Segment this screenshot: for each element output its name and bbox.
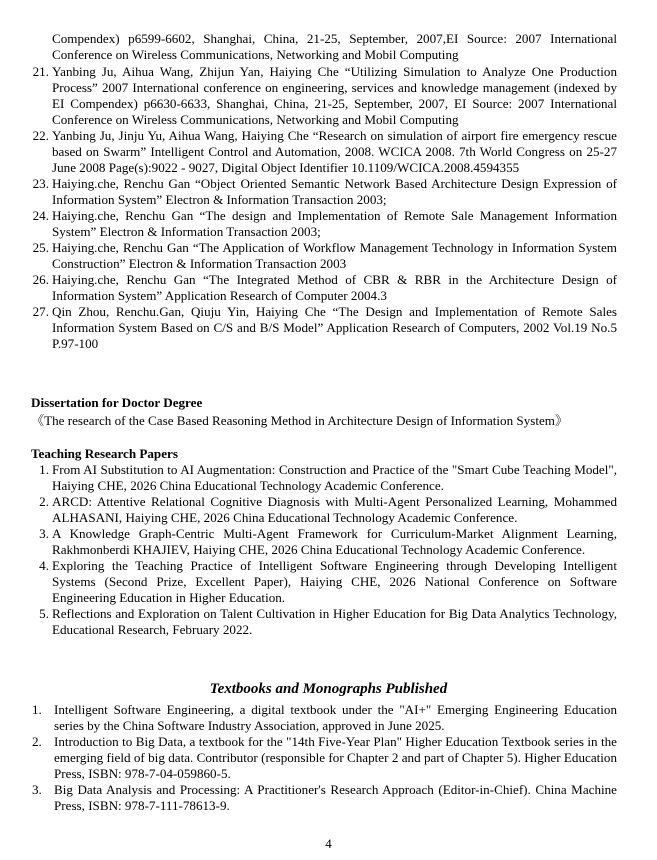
dissertation-title: 《The research of the Case Based Reasoning Method in Architecture Design of Information System》 (31, 413, 569, 428)
list-item (29, 272, 617, 304)
item-text: A Knowledge Graph-Centric Multi-Agent Framework for Curriculum-Market Alignment Learning, Rakhmonberdi KHAJIEV, Haiying CHE, 2026 China Educational Technology Academic Conference. (52, 526, 617, 557)
item-text: Haiying.che, Renchu Gan “The design and Implementation of Remote Sale Management Information System” Electron & Information Transaction 2003; (52, 208, 617, 239)
item-number: 1. (39, 462, 49, 477)
list-item (29, 734, 617, 782)
list-item (29, 176, 617, 208)
item-number: 23. (32, 176, 49, 191)
item-text: Haiying.che, Renchu Gan “The Integrated Method of CBR & RBR in the Architecture Design of Information System” Application Research of Computer 2004.3 (52, 272, 617, 303)
list-item (29, 702, 617, 734)
teaching-papers-list (29, 462, 617, 638)
item-number: 5. (39, 606, 49, 621)
item-text: Qin Zhou, Renchu.Gan, Qiuju Yin, Haiying Che “The Design and Implementation of Remote Sales Information System Based on C/S and B/S Model” Application Research of Computers, 2002 Vol.19 No.5 P.97-100 (52, 304, 617, 351)
list-item (29, 304, 617, 352)
item-number: 1. (32, 702, 42, 717)
list-item (29, 462, 617, 494)
item-number: 22. (32, 128, 49, 143)
item-text: Introduction to Big Data, a textbook for the "14th Five-Year Plan" Higher Education Textbook series in the emerging field of big data. Contributor (responsible for Chapter 2 and part of Chapter 5). Higher Education Press, ISBN: 978-7-04-059860-5. (54, 734, 617, 781)
dissertation-heading: Dissertation for Doctor Degree (31, 395, 203, 410)
item-number: 24. (32, 208, 49, 223)
list-item (29, 64, 617, 128)
item-number: 25. (32, 240, 49, 255)
textbooks-heading: Textbooks and Monographs Published (209, 681, 448, 697)
list-item (29, 208, 617, 240)
item-text: Yanbing Ju, Aihua Wang, Zhijun Yan, Haiying Che “Utilizing Simulation to Analyze One Production Process” 2007 International conference on engineering, services and knowledge management (indexed by EI Compendex) p6630-6633, Shanghai, China, 21-25, September, 2007, EI Source: 2007 International Conference on Wireless Communications, Networking and Mobil Computing (52, 64, 617, 127)
teaching-papers-heading: Teaching Research Papers (31, 446, 178, 461)
item-number: 2. (39, 494, 49, 509)
list-item (29, 606, 617, 638)
item-text: Haiying.che, Renchu Gan “The Application of Workflow Management Technology in Information System Construction” Electron & Information Transaction 2003 (52, 240, 617, 271)
item-number: 2. (32, 734, 42, 749)
item-text: Exploring the Teaching Practice of Intelligent Software Engineering through Developing Intelligent Systems (Second Prize, Excellent Paper), Haiying CHE, 2026 National Conference on Software Engineering Education in Higher Education. (52, 558, 617, 605)
item-text: Haiying.che, Renchu Gan “Object Oriented Semantic Network Based Architecture Design Expression of Information System” Electron & Information Transaction 2003; (52, 176, 617, 207)
publications-list (29, 64, 617, 352)
list-item (29, 494, 617, 526)
item-text: Intelligent Software Engineering, a digital textbook under the "AI+" Emerging Engineering Education series by the China Software Industry Association, approved in June 2025. (54, 702, 617, 733)
item-number: 4. (39, 558, 49, 573)
continued-reference-text: Compendex) p6599-6602, Shanghai, China, 21-25, September, 2007,EI Source: 2007 International Conference on Wireless Communications, Networking and Mobil Computing (52, 31, 617, 62)
list-item (29, 782, 617, 814)
item-number: 3. (39, 526, 49, 541)
item-text: From AI Substitution to AI Augmentation: Construction and Practice of the "Smart Cube Teaching Model", Haiying CHE, 2026 China Educational Technology Academic Conference. (52, 462, 617, 493)
textbooks-list (29, 702, 617, 814)
item-text: Big Data Analysis and Processing: A Practitioner's Research Approach (Editor-in-Chief). China Machine Press, ISBN: 978-7-111-78613-9. (54, 782, 617, 813)
list-item (29, 526, 617, 558)
item-number: 3. (32, 782, 42, 797)
list-item (29, 558, 617, 606)
list-item (29, 128, 617, 176)
item-number: 27. (32, 304, 49, 319)
list-item (29, 240, 617, 272)
item-text: Reflections and Exploration on Talent Cultivation in Higher Education for Big Data Analytics Technology, Educational Research, February 2022. (52, 606, 617, 637)
item-text: Yanbing Ju, Jinju Yu, Aihua Wang, Haiying Che “Research on simulation of airport fire emergency rescue based on Swarm” Intelligent Control and Automation, 2008. WCICA 2008. 7th World Congress on 25-27 June 2008 Page(s):9022 - 9027, Digital Object Identifier 10.1109/WCICA.2008.4594355 (52, 128, 617, 175)
page-number: 4 (325, 836, 332, 851)
item-number: 26. (32, 272, 49, 287)
item-text: ARCD: Attentive Relational Cognitive Diagnosis with Multi-Agent Personalized Learning, Mohammed ALHASANI, Haiying CHE, 2026 China Educational Technology Academic Conference. (52, 494, 617, 525)
item-number: 21. (32, 64, 49, 79)
